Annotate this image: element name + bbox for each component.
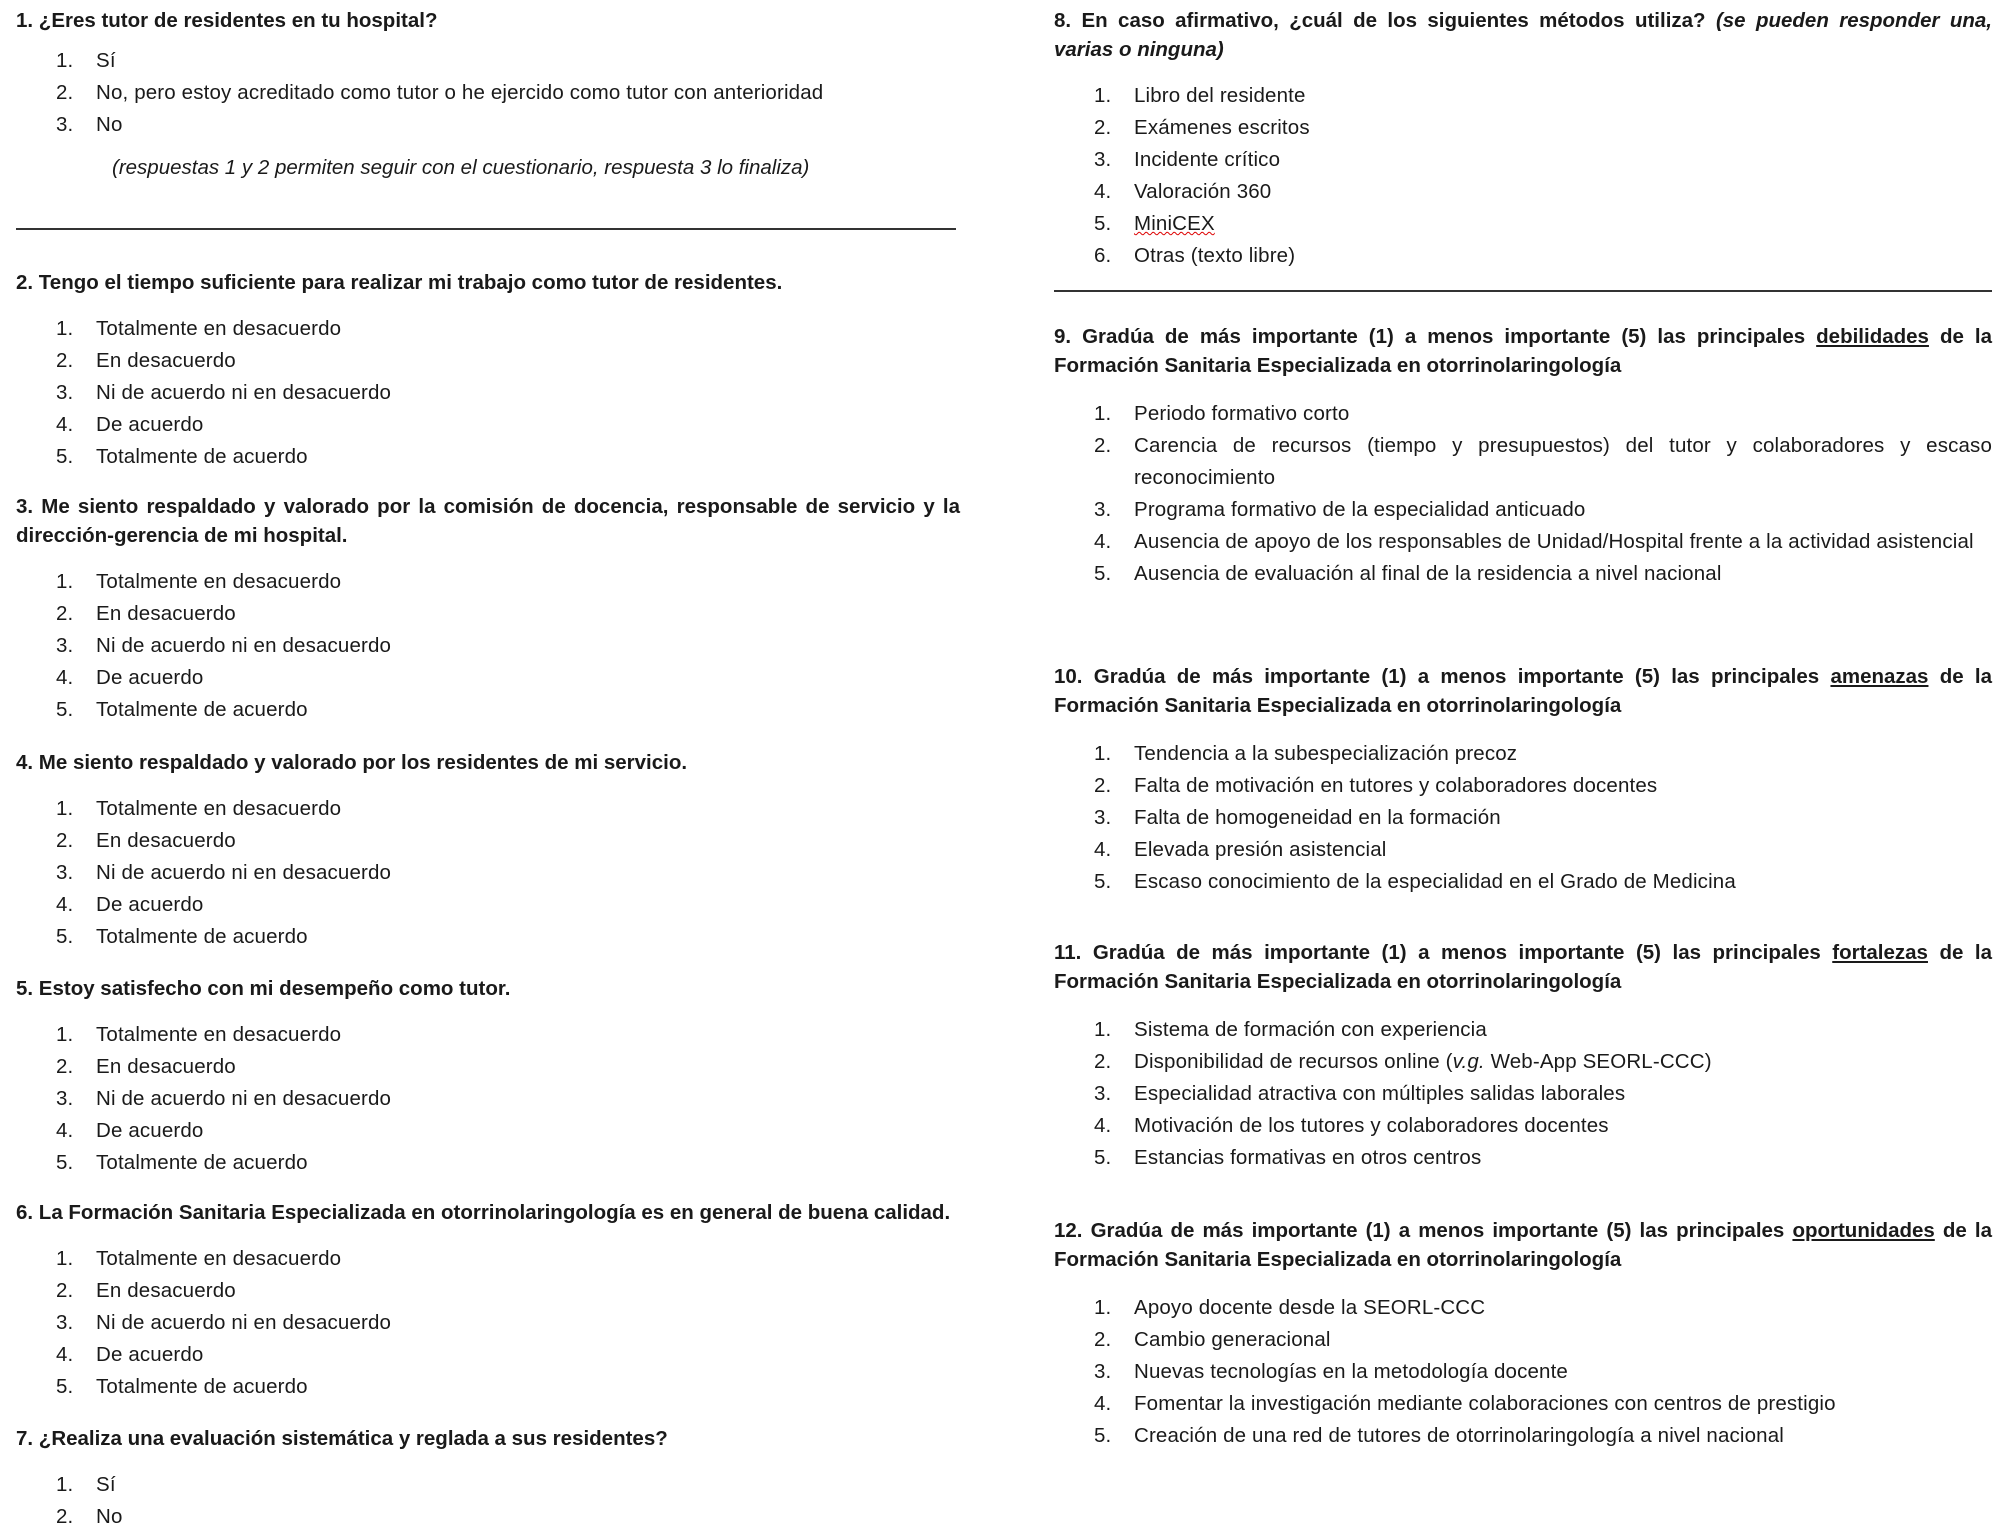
list-item: 3. Incidente crítico [1094, 148, 1281, 171]
question-7 [16, 1424, 960, 1533]
option-list [1054, 80, 1992, 272]
list-item: 5. Totalmente de acuerdo [56, 698, 308, 721]
option-list [1054, 1292, 1992, 1452]
list-item: 1. Totalmente en desacuerdo [56, 317, 342, 340]
list-item: 2. En desacuerdo [56, 349, 236, 372]
list-item: 4. Fomentar la investigación mediante colaboraciones con centros de prestigio [1094, 1392, 1836, 1415]
question-title: 2. Tengo el tiempo suficiente para realizar mi trabajo como tutor de residentes. [16, 271, 783, 294]
list-item: 1. Totalmente en desacuerdo [56, 797, 342, 820]
list-item: 1. Sí [56, 1473, 116, 1496]
list-item: 3. Falta de homogeneidad en la formación [1094, 806, 1501, 829]
spellcheck-marked-text: MiniCEX [1134, 212, 1215, 235]
answer-note: (respuestas 1 y 2 permiten seguir con el cuestionario, respuesta 3 lo finaliza) [112, 156, 810, 179]
question-12 [1054, 1216, 1992, 1452]
section-divider [16, 228, 956, 230]
list-item: 3. Ni de acuerdo ni en desacuerdo [56, 634, 392, 657]
question-title: 10. Gradúa de más importante (1) a menos importante (5) las principales amenazas de la Formación Sanitaria Especializada en otorrinolaringología [1054, 665, 1993, 717]
list-item: 5. Totalmente de acuerdo [56, 1151, 308, 1174]
option-list [16, 1243, 960, 1403]
list-item: 2. En desacuerdo [56, 602, 236, 625]
list-item: 4. Valoración 360 [1094, 180, 1272, 203]
option-list [16, 1019, 960, 1179]
question-2 [16, 268, 960, 473]
list-item: 3. Programa formativo de la especialidad anticuado [1094, 498, 1586, 521]
list-item: 2. No [56, 1505, 123, 1528]
list-item: 3. Ni de acuerdo ni en desacuerdo [56, 1311, 392, 1334]
option-list [1054, 1014, 1992, 1174]
list-item: 4. Motivación de los tutores y colaboradores docentes [1094, 1114, 1609, 1137]
question-title: 3. Me siento respaldado y valorado por la comisión de docencia, responsable de servicio y la dirección-gerencia de mi hospital. [16, 495, 960, 547]
question-title: 6. La Formación Sanitaria Especializada en otorrinolaringología es en general de buena calidad. [16, 1201, 951, 1224]
question-6 [16, 1198, 960, 1403]
option-list [1054, 738, 1992, 898]
question-8 [1054, 6, 1992, 272]
list-item: 1. Apoyo docente desde la SEORL-CCC [1094, 1296, 1486, 1319]
question-title: 12. Gradúa de más importante (1) a menos importante (5) las principales oportunidades de la Formación Sanitaria Especializada en otorrinolaringología [1054, 1219, 1992, 1271]
section-divider [1054, 290, 1992, 292]
question-5 [16, 974, 960, 1179]
question-3 [16, 492, 960, 726]
list-item: 2. Disponibilidad de recursos online (v.g. Web-App SEORL-CCC) [1094, 1050, 1712, 1073]
list-item: 5. Totalmente de acuerdo [56, 1375, 308, 1398]
question-title: 9. Gradúa de más importante (1) a menos importante (5) las principales debilidades de la Formación Sanitaria Especializada en otorrinolaringología [1054, 325, 1992, 377]
list-item: 4. De acuerdo [56, 1343, 204, 1366]
list-item: 5. MiniCEX [1094, 212, 1215, 235]
list-item: 4. De acuerdo [56, 1119, 204, 1142]
question-title: 5. Estoy satisfecho con mi desempeño como tutor. [16, 977, 511, 1000]
list-item: 1. Libro del residente [1094, 84, 1306, 107]
option-list [16, 1469, 960, 1533]
question-10 [1054, 662, 1992, 898]
list-item: 5. Totalmente de acuerdo [56, 445, 308, 468]
list-item: 1. Periodo formativo corto [1094, 402, 1350, 425]
list-item: 4. De acuerdo [56, 413, 204, 436]
list-item: 3. Ni de acuerdo ni en desacuerdo [56, 381, 392, 404]
list-item: 3. Especialidad atractiva con múltiples salidas laborales [1094, 1082, 1626, 1105]
question-title: 8. En caso afirmativo, ¿cuál de los siguientes métodos utiliza? (se pueden responder una, varias o ninguna) [1054, 9, 1992, 61]
option-list [16, 566, 960, 726]
list-item: 2. Falta de motivación en tutores y colaboradores docentes [1094, 774, 1658, 797]
question-4 [16, 748, 960, 953]
option-list [16, 313, 960, 473]
list-item: 5. Escaso conocimiento de la especialidad en el Grado de Medicina [1094, 870, 1736, 893]
list-item: 6. Otras (texto libre) [1094, 244, 1296, 267]
list-item: 2. En desacuerdo [56, 1055, 236, 1078]
question-title: 7. ¿Realiza una evaluación sistemática y reglada a sus residentes? [16, 1427, 668, 1450]
list-item: 2. En desacuerdo [56, 1279, 236, 1302]
list-item: 1. Sí [56, 49, 116, 72]
list-item: 5. Estancias formativas en otros centros [1094, 1146, 1482, 1169]
list-item: 4. Ausencia de apoyo de los responsables de Unidad/Hospital frente a la actividad asistencial [1094, 530, 1974, 553]
list-item: 1. Totalmente en desacuerdo [56, 1247, 342, 1270]
list-item: 3. Ni de acuerdo ni en desacuerdo [56, 1087, 392, 1110]
question-9 [1054, 322, 1992, 590]
list-item: 5. Ausencia de evaluación al final de la residencia a nivel nacional [1094, 562, 1722, 585]
list-item: 3. Nuevas tecnologías en la metodología docente [1094, 1360, 1568, 1383]
question-title: 1. ¿Eres tutor de residentes en tu hospital? [16, 9, 438, 32]
list-item: 4. De acuerdo [56, 893, 204, 916]
option-list [16, 793, 960, 953]
question-11 [1054, 938, 1992, 1174]
list-item: 2. Carencia de recursos (tiempo y presupuestos) del tutor y colaboradores y escaso reconocimiento [1094, 434, 1992, 489]
option-list [1054, 398, 1992, 590]
list-item: 3. Ni de acuerdo ni en desacuerdo [56, 861, 392, 884]
list-item: 1. Totalmente en desacuerdo [56, 570, 342, 593]
list-item: 4. Elevada presión asistencial [1094, 838, 1387, 861]
list-item: 3. No [56, 113, 123, 136]
list-item: 2. En desacuerdo [56, 829, 236, 852]
list-item: 5. Creación de una red de tutores de otorrinolaringología a nivel nacional [1094, 1424, 1784, 1447]
list-item: 2. No, pero estoy acreditado como tutor o he ejercido como tutor con anterioridad [56, 81, 824, 104]
list-item: 1. Sistema de formación con experiencia [1094, 1018, 1487, 1041]
list-item: 4. De acuerdo [56, 666, 204, 689]
list-item: 5. Totalmente de acuerdo [56, 925, 308, 948]
question-title: 11. Gradúa de más importante (1) a menos importante (5) las principales fortalezas de la Formación Sanitaria Especializada en otorrinolaringología [1054, 941, 1992, 993]
list-item: 2. Cambio generacional [1094, 1328, 1331, 1351]
question-title: 4. Me siento respaldado y valorado por los residentes de mi servicio. [16, 751, 688, 774]
list-item: 1. Tendencia a la subespecialización precoz [1094, 742, 1518, 765]
list-item: 1. Totalmente en desacuerdo [56, 1023, 342, 1046]
list-item: 2. Exámenes escritos [1094, 116, 1310, 139]
option-list [16, 45, 960, 141]
question-1 [16, 6, 960, 182]
